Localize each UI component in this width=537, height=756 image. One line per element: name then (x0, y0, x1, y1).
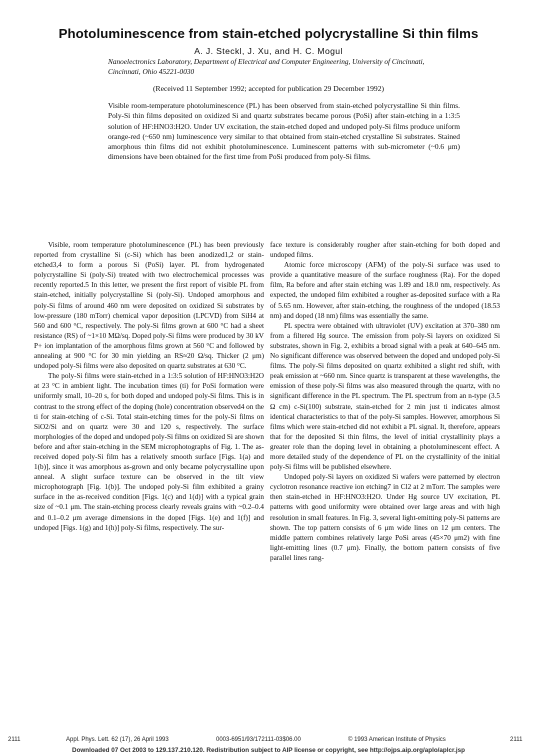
copyright: © 1993 American Institute of Physics (348, 737, 446, 743)
body-paragraph: face texture is considerably rougher after stain-etching for both doped and undoped films. (270, 241, 500, 260)
download-notice: Downloaded 07 Oct 2003 to 129.137.210.120. Redistribution subject to AIP license or copyright, see http://ojps.aip.org/aplo/aplcr.jsp (72, 747, 465, 754)
abstract: Visible room-temperature photoluminescence (PL) has been observed from stain-etched polycrystalline Si thin films. Poly-Si thin films deposited on oxidized Si and quartz substrates became porous (PoSi) after stain-etching in a 1:3:5 solution of HF:HNO3:H2O. Under UV excitation, the stain-etched doped and undoped poly-Si films produce uniform orange-red (~650 nm) luminescence very similar to that obtained from stain-etched crystalline Si substrates. Stained amorphous thin films did not exhibit photoluminescence. Luminescent patterns with sub-micrometer (~0.6 μm) dimensions have been obtained for the first time from PoSi produced from poly-Si films. (108, 101, 460, 162)
received-date: (Received 11 September 1992; accepted for publication 29 December 1992) (152, 84, 385, 93)
journal-citation: Appl. Phys. Lett. 62 (17), 26 April 1993 (66, 737, 169, 743)
right-column (270, 240, 500, 563)
page-number-left: 2111 (8, 737, 21, 743)
page-number-right: 2111 (510, 737, 523, 743)
body-paragraph: The poly-Si films were stain-etched in a 1:3:5 solution of HF:HNO3:H2O at 23 °C in ambient light. The incubation times (ti) for PoSi formation were uniformly small, 10–20 s, for both doped and undoped poly-Si films. This is in contrast to the strong effect of the doping (hole) concentration observed4 on the ti for stain-etching of c-Si. Total stain-etching times for the poly-Si films on SiO2/Si and on quartz were 30 and 120 s, respectively. The surface morphologies of the doped and undoped poly-Si films on oxidized Si are shown before and after stain-etching in the SEM microphotographs of Fig. 1. The as-received doped poly-Si film has a relatively smooth surface [Figs. 1(a) and 1(b)], since it was amorphous as-grown and only became polycrystalline upon anneal. A slight surface texture can be observed in the tilt view microphotograph [Fig. 1(b)]. The undoped poly-Si film exhibited a grainy surface in the as-received condition [Figs. 1(c) and 1(d)] with a typical grain size of ~0.1 μm. The stain-etching process clearly reveals grains with ~0.2–0.4 and 0.1–0.2 μm average dimensions in the doped [Figs. 1(e) and 1(f)] and undoped [Figs. 1(g) and 1(h)] poly-Si films, respectively. The sur- (34, 372, 264, 532)
author-list: A. J. Steckl, J. Xu, and H. C. Mogul (194, 46, 343, 56)
body-paragraph: Undoped poly-Si layers on oxidized Si wafers were patterned by electron cyclotron resonance reactive ion etching7 in Cl2 at 2 mTorr. The samples were then stain-etched in HF:HNO3:H2O. Under Hg source UV excitation, PL patterns with good uniformity were obtained over large areas and with high resolution in small features. In Fig. 3, several light-emitting poly-Si patterns are shown. The top pattern consists of 6 μm wide lines on 12 μm centers. The middle pattern combines relatively large PoSi areas (45×70 μm2) with fine light-emitting lines (0.7 μm). Finally, the bottom pattern consists of five parallel lines rang- (270, 473, 500, 562)
paper-title: Photoluminescence from stain-etched polycrystalline Si thin films (58, 26, 479, 41)
left-column (34, 240, 264, 533)
body-paragraph: PL spectra were obtained with ultraviolet (UV) excitation at 370–380 nm from a filtered Hg source. The emission from poly-Si layers on oxidized Si substrates, shown in Fig. 2, exhibits a broad signal with a peak at 640–645 nm. No significant difference was observed between the doped and undoped poly-Si films. The poly-Si films deposited on quartz exhibited a slight red shift, with peak emission at ~660 nm. Since quartz is transparent at these wavelengths, the emission of these poly-Si films was also measured through the quartz, with no significant difference in the PL spectrum. The PL spectrum from an n-type (3.5 Ω cm) c-Si(100) substrate, stain-etched for 2 min just ti indicates almost identical characteristics to that of the poly-Si samples. However, amorphous Si films which were stain-etched did not exhibit a PL signal. It, therefore, appears that for the deposited Si thin films, the level of initial crystallinity plays a greater role than the doping level in obtaining a photoluminescent effect. A more detailed study of the dependence of PL on the crystallinity of the initial poly-Si films will be published elsewhere. (270, 321, 500, 472)
body-paragraph: Atomic force microscopy (AFM) of the poly-Si surface was used to provide a quantitative measure of the surface roughness (Ra). For the doped film, Ra before and after stain etching was 1.89 and 18.0 nm, respectively. As expected, the undoped film exhibited a rougher as-deposited surface with a Ra of 5.65 nm. However, after stain-etching, the roughness of the undoped (18.53 nm) and doped (18 nm) films was essentially the same. (270, 261, 500, 320)
page-footer (0, 737, 537, 747)
body-paragraph: Visible, room temperature photoluminescence (PL) has been previously reported from crystalline Si (c-Si) which has been anodized1,2 or stain-etched3,4 to form a porous Si (PoSi) layer. PL from hydrogenated polycrystalline Si (poly-Si) treated with two electrochemical processes was recently reported.5 In this letter, we present the first report of visible PL from stain-etched, initially polycrystalline Si (poly-Si). Undoped amorphous and poly-Si films of around 460 nm were deposited on oxidized Si substrates by low-pressure (180 mTorr) chemical vapor deposition (LPCVD) from SiH4 at 560 and 600 °C, respectively. The poly-Si films grown at 600 °C had a sheet resistance (RS) of ~1×10 MΩ/sq. Doped poly-Si films were produced by 30 kV P+ ion implantation of the amorphous films grown at 560 °C and followed by annealing at 900 °C for 30 min yielding an RS≈20 Ω/sq. Thicker (2 μm) undoped poly-Si films were also deposited on quartz substrates at 630 °C. (34, 241, 264, 371)
issn: 0003-6951/93/172111-03$06.00 (216, 737, 301, 743)
affiliation: Nanoelectronics Laboratory, Department of Electrical and Computer Engineering, University of Cincinnati, Cincinnati, Ohio 45221-0030 (108, 57, 425, 76)
